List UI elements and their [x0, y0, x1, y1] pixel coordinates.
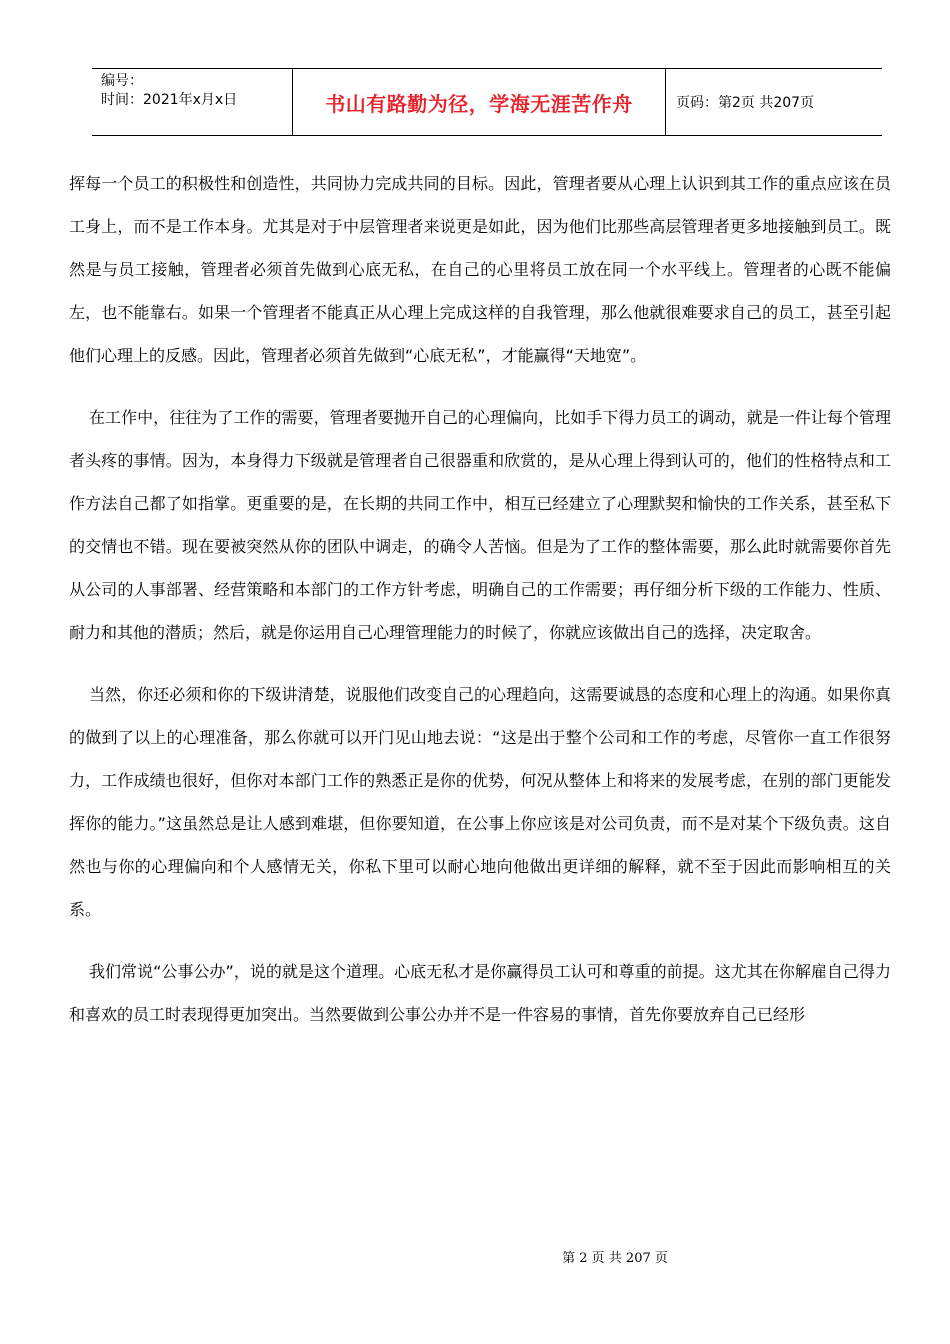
paragraph-2: 在工作中，往往为了工作的需要，管理者要抛开自己的心理偏向，比如手下得力员工的调动，就是一件让每个管理者头疼的事情。因为，本身得力下级就是管理者自己很器重和欣赏的，是从心理上得到认可的，他们的性格特点和工作方法自己都了如指掌。更重要的是，在长期的共同工作中，相互已经建立了心理默契和愉快的工作关系，甚至私下的交情也不错。现在要被突然从你的团队中调走，的确令人苦恼。但是为了工作的整体需要，那么此时就需要你首先从公司的人事部署、经营策略和本部门的工作方针考虑，明确自己的工作需要；再仔细分析下级的工作能力、性质、耐力和其他的潜质；然后，就是你运用自己心理管理能力的时候了，你就应该做出自己的选择，决定取舍。	[69, 408, 891, 642]
document-header	[92, 68, 882, 136]
header-motto: 书山有路勤为径，学海无涯苦作舟	[293, 69, 666, 135]
document-body	[69, 162, 891, 1036]
paragraph-4: 我们常说“公事公办”，说的就是这个道理。心底无私才是你赢得员工认可和尊重的前提。这尤其在你解雇自己得力和喜欢的员工时表现得更加突出。当然要做到公事公办并不是一件容易的事情，首先你要放弃自己已经形	[69, 962, 891, 1024]
header-meta	[92, 69, 293, 135]
page-footer: 第 2 页 共 207 页	[562, 1251, 668, 1266]
header-page-info: 页码：第2页 共207页	[676, 95, 815, 111]
document-number-label: 编号：	[101, 73, 143, 89]
paragraph-3: 当然，你还必须和你的下级讲清楚，说服他们改变自己的心理趋向，这需要诚恳的态度和心理上的沟通。如果你真的做到了以上的心理准备，那么你就可以开门见山地去说：“这是出于整个公司和工作的考虑，尽管你一直工作很努力，工作成绩也很好，但你对本部门工作的熟悉正是你的优势，何况从整体上和将来的发展考虑，在别的部门更能发挥你的能力。”这虽然总是让人感到难堪，但你要知道，在公事上你应该是对公司负责，而不是对某个下级负责。这自然也与你的心理偏向和个人感情无关，你私下里可以耐心地向他做出更详细的解释，就不至于因此而影响相互的关系。	[69, 685, 891, 919]
document-time-label: 时间：2021年x月x日	[101, 92, 238, 108]
paragraph-1: 挥每一个员工的积极性和创造性，共同协力完成共同的目标。因此，管理者要从心理上认识到其工作的重点应该在员工身上，而不是工作本身。尤其是对于中层管理者来说更是如此，因为他们比那些高层管理者更多地接触到员工。既然是与员工接触，管理者必须首先做到心底无私，在自己的心里将员工放在同一个水平线上。管理者的心既不能偏左，也不能靠右。如果一个管理者不能真正从心理上完成这样的自我管理，那么他就很难要求自己的员工，甚至引起他们心理上的反感。因此，管理者必须首先做到“心底无私”，才能赢得“天地宽”。	[69, 174, 891, 365]
